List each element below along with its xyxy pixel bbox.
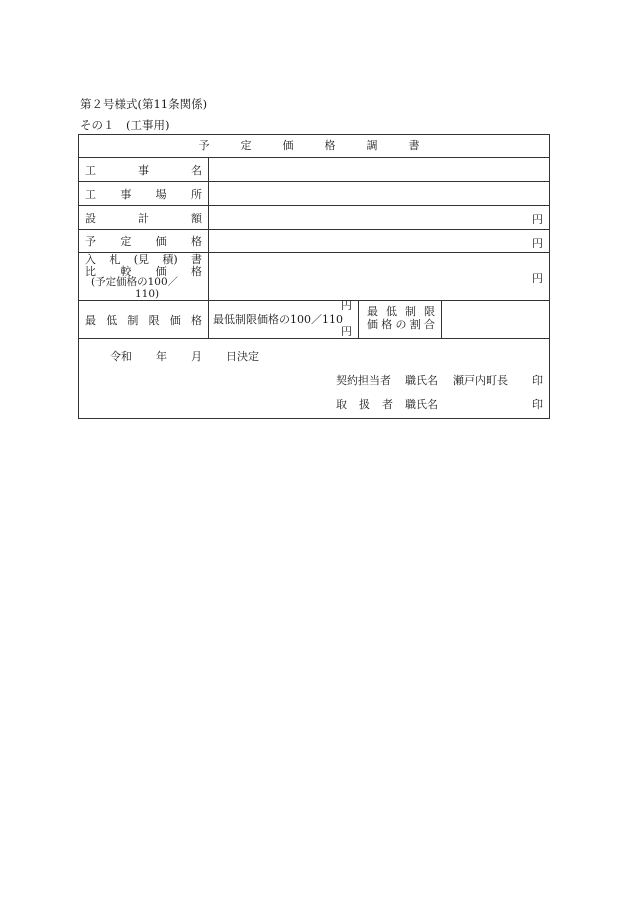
label-char: 合 <box>424 318 435 331</box>
row-bid-compare <box>79 253 549 301</box>
row-min-limit <box>79 301 549 339</box>
label-char: 低 <box>106 313 118 327</box>
row-construction-name <box>79 158 549 182</box>
label-char: 定 <box>120 235 132 248</box>
label-char: 較 <box>120 264 132 278</box>
label-char: 割 <box>409 318 421 331</box>
label-char: 限 <box>148 313 160 327</box>
label-char: 額 <box>191 211 202 225</box>
form-number: 第２号様式(第11条関係) <box>80 97 208 111</box>
label-char: 最 <box>85 313 96 327</box>
yen-unit-top: 円 <box>341 299 352 312</box>
bid-compare-note-line2: 110) <box>135 287 160 300</box>
label-char: 計 <box>138 211 149 225</box>
label-char: 予 <box>85 235 96 248</box>
bid-compare-note-line1: (予定価格の100／ <box>91 276 179 288</box>
label-char: 書 <box>190 253 202 266</box>
label-char: 場 <box>155 187 167 201</box>
label-char: 格 <box>190 235 202 248</box>
label-char: 格 <box>190 264 202 278</box>
title-name-label: 職氏名 <box>405 398 438 411</box>
label-char: 低 <box>386 305 397 318</box>
table-title: 予 定 価 格 調 書 <box>198 139 430 152</box>
label-bid-compare <box>79 253 209 300</box>
label-char: 積) <box>162 253 178 266</box>
seal-mark: 印 <box>532 374 543 387</box>
yen-unit: 円 <box>532 213 543 226</box>
label-char: 最 <box>367 305 378 318</box>
label-char: 事 <box>138 163 149 177</box>
handler-label <box>336 396 393 412</box>
label-char: 札 <box>109 253 121 266</box>
label-construction-name <box>79 158 209 181</box>
label-char: 制 <box>127 313 139 327</box>
label-char: 価 <box>169 313 181 327</box>
min-limit-ratio-label <box>359 301 442 338</box>
label-char: 取 <box>336 398 347 411</box>
label-char: 事 <box>120 187 132 201</box>
label-char: 工 <box>85 187 96 201</box>
contract-officer-label: 契約担当者 <box>336 374 391 387</box>
title-name-label: 職氏名 <box>405 374 438 387</box>
price-survey-table <box>78 134 550 419</box>
seal-mark: 印 <box>532 398 543 411</box>
label-char: 価 <box>155 264 167 278</box>
decision-section <box>79 339 549 418</box>
label-char: 制 <box>405 305 416 318</box>
label-char: 工 <box>85 163 96 177</box>
label-char: 者 <box>382 398 393 411</box>
label-min-limit <box>79 301 209 338</box>
label-char: 価 <box>155 235 167 248</box>
official-name: 瀬戸内町長 <box>453 374 508 387</box>
label-char: 名 <box>191 163 202 177</box>
label-char: 価 <box>367 318 378 331</box>
label-construction-place <box>79 182 209 205</box>
label-char: 扱 <box>359 398 370 411</box>
label-char: 格 <box>381 318 393 331</box>
label-char: 入 <box>85 253 96 266</box>
label-char: 設 <box>85 211 96 225</box>
label-planned-price <box>79 230 209 252</box>
label-char: 格 <box>190 313 202 327</box>
year-label: 年 <box>156 350 167 363</box>
label-char: の <box>395 318 407 331</box>
era-label: 令和 <box>110 350 132 363</box>
label-char: (見 <box>133 253 149 266</box>
min-limit-formula-cell <box>209 301 359 338</box>
yen-unit: 円 <box>532 272 543 285</box>
yen-unit-bottom: 円 <box>341 325 352 338</box>
table-title-row <box>79 135 549 158</box>
min-limit-formula: 最低制限価格の100／110 <box>213 313 343 326</box>
label-char: 限 <box>424 305 435 318</box>
day-decided-label: 日決定 <box>226 350 259 363</box>
month-label: 月 <box>191 350 202 363</box>
row-planned-price <box>79 230 549 253</box>
yen-unit: 円 <box>532 237 543 250</box>
label-char: 所 <box>190 187 202 201</box>
form-subtitle: その１ (工事用) <box>80 118 170 132</box>
label-design-amount <box>79 206 209 229</box>
label-char: 比 <box>85 264 96 278</box>
row-design-amount <box>79 206 549 230</box>
row-construction-place <box>79 182 549 206</box>
